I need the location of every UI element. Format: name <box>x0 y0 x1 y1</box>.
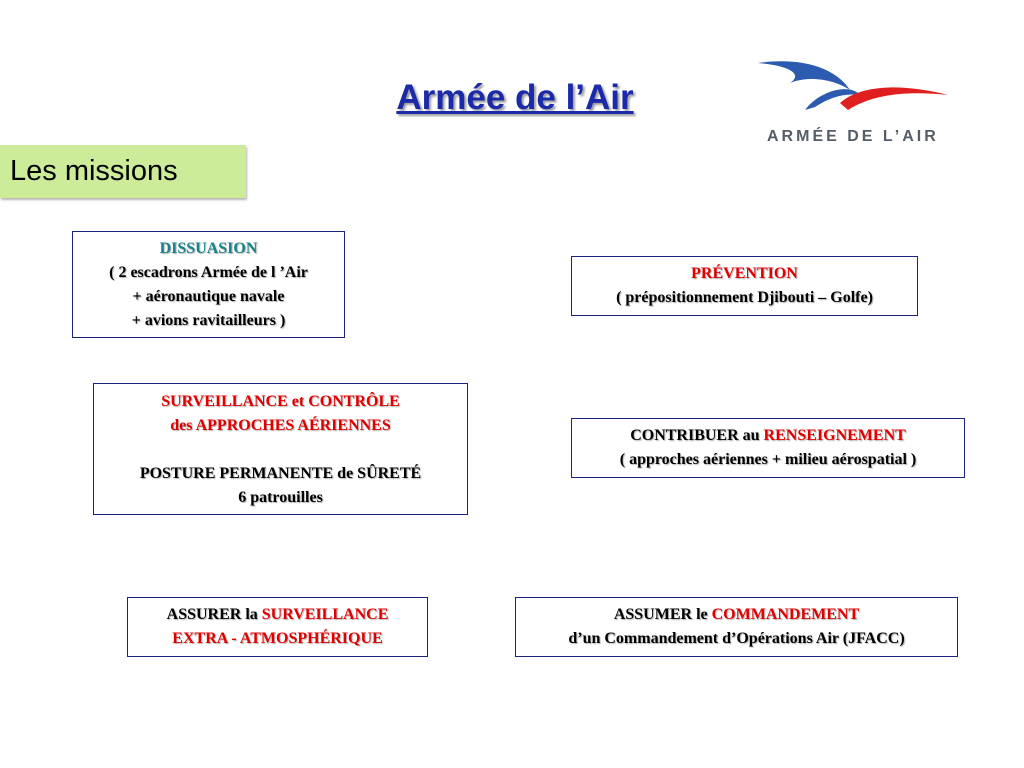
surveillance-line: 6 patrouilles <box>238 489 323 506</box>
prevention-heading: PRÉVENTION <box>691 265 798 282</box>
prevention-line: ( prépositionnement Djibouti – Golfe) <box>616 289 873 306</box>
dissuasion-line: + aéronautique navale <box>132 288 285 305</box>
surveillance-heading: SURVEILLANCE et CONTRÔLE <box>161 393 400 410</box>
commandement-box <box>515 597 958 657</box>
renseignement-highlight: RENSEIGNEMENT <box>763 427 906 444</box>
surveillance-heading: des APPROCHES AÉRIENNES <box>170 417 391 434</box>
extra-highlight: SURVEILLANCE <box>261 606 389 623</box>
logo-text: ARMÉE DE L’AIR <box>767 128 939 145</box>
dissuasion-box <box>72 231 345 338</box>
commandement-highlight: COMMANDEMENT <box>711 606 860 623</box>
prevention-box <box>571 256 918 316</box>
dissuasion-line: + avions ravitailleurs ) <box>131 312 286 329</box>
extra-atmospherique-box <box>127 597 428 657</box>
page-title: Armée de l’Air <box>396 78 634 117</box>
commandement-prefix: ASSUMER le <box>613 606 712 623</box>
extra-prefix: ASSURER la <box>166 606 262 623</box>
commandement-heading <box>516 603 957 627</box>
section-label: Les missions <box>0 145 246 198</box>
renseignement-heading <box>572 424 964 448</box>
dissuasion-line: ( 2 escadrons Armée de l ’Air <box>109 264 308 281</box>
surveillance-line: POSTURE PERMANENTE de SÛRETÉ <box>139 465 422 482</box>
dissuasion-heading: DISSUASION <box>159 240 258 257</box>
renseignement-line: ( approches aériennes + milieu aérospatial ) <box>619 451 917 468</box>
extra-line: EXTRA - ATMOSPHÉRIQUE <box>172 630 383 647</box>
surveillance-box <box>93 383 468 515</box>
renseignement-box <box>571 418 965 478</box>
renseignement-prefix: CONTRIBUER au <box>630 427 764 444</box>
extra-heading <box>128 603 427 627</box>
commandement-line: d’un Commandement d’Opérations Air (JFACC) <box>568 630 905 647</box>
